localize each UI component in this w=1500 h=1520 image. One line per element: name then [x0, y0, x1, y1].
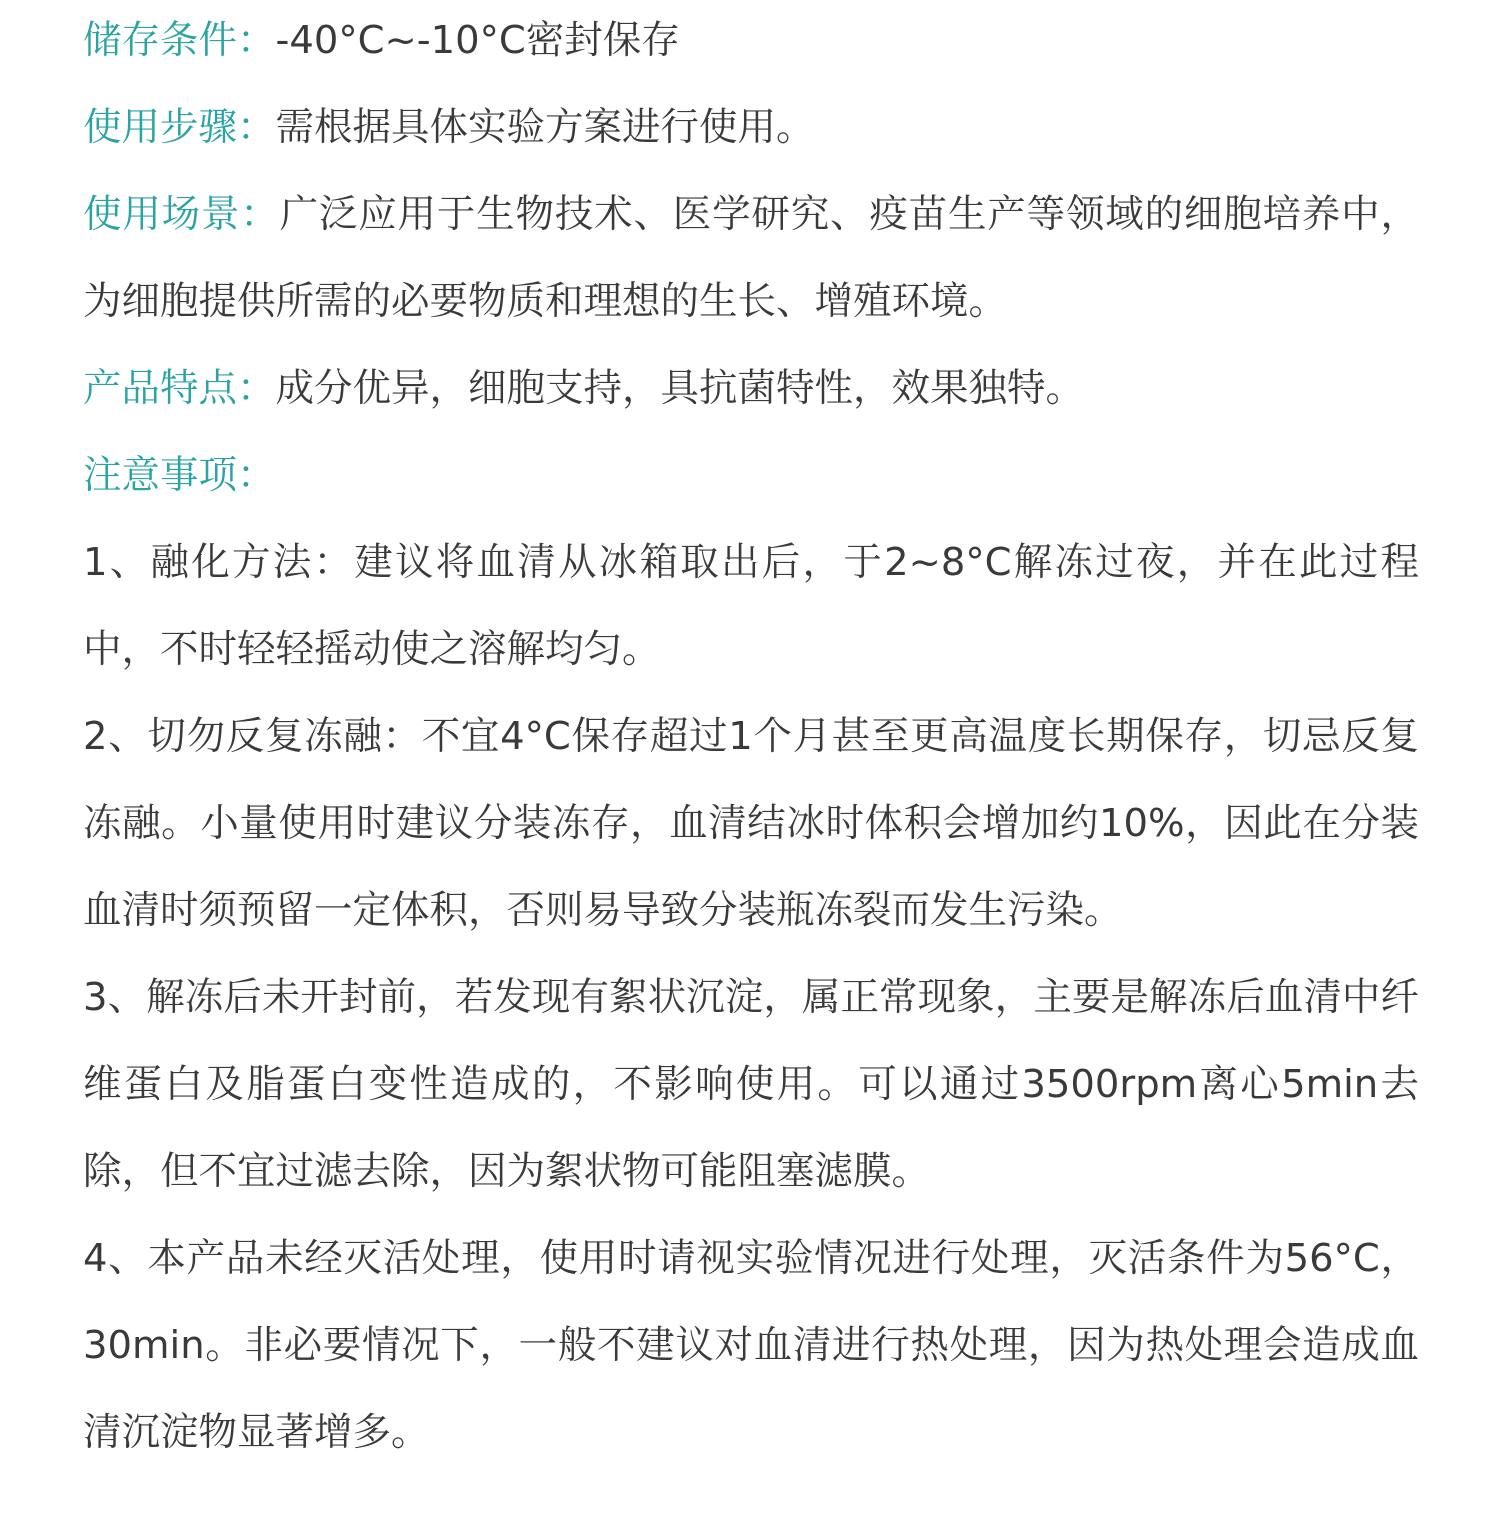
product-features: [83, 345, 1419, 432]
storage-conditions: [83, 0, 1419, 84]
precautions-label: 注意事项：: [83, 453, 276, 498]
usage-scenarios-label: 使用场景：: [83, 192, 280, 237]
note-item: 3、解冻后未开封前，若发现有絮状沉淀，属正常现象，主要是解冻后血清中纤维蛋白及脂蛋白变性造成的，不影响使用。可以通过3500rpm离心5min去除，但不宜过滤去除，因为絮状物可能阻塞滤膜。: [83, 975, 1419, 1194]
storage-conditions-text: -40°C~-10°C密封保存: [275, 18, 680, 63]
note-item: 1、融化方法：建议将血清从冰箱取出后，于2~8°C解冻过夜，并在此过程中，不时轻轻摇动使之溶解均匀。: [83, 540, 1419, 672]
note-item: 2、切勿反复冻融：不宜4°C保存超过1个月甚至更高温度长期保存，切忌反复冻融。小量使用时建议分装冻存，血清结冰时体积会增加约10%，因此在分装血清时须预留一定体积，否则易导致分装瓶冻裂而发生污染。: [83, 714, 1419, 933]
usage-steps-label: 使用步骤：: [83, 105, 276, 150]
product-features-label: 产品特点：: [83, 366, 276, 411]
usage-scenarios: [83, 171, 1419, 345]
product-features-text: 成分优异，细胞支持，具抗菌特性，效果独特。: [275, 366, 1085, 411]
usage-steps: [83, 84, 1419, 171]
note-item: 4、本产品未经灭活处理，使用时请视实验情况进行处理，灭活条件为56°C，30min。非必要情况下，一般不建议对血清进行热处理，因为热处理会造成血清沉淀物显著增多。: [83, 1236, 1419, 1455]
usage-scenarios-text: 广泛应用于生物技术、医学研究、疫苗生产等领域的细胞培养中，为细胞提供所需的必要物质和理想的生长、增殖环境。: [83, 192, 1419, 324]
usage-steps-text: 需根据具体实验方案进行使用。: [275, 105, 815, 150]
product-info-document: [83, 0, 1419, 1476]
storage-conditions-label: 储存条件：: [83, 18, 276, 63]
precautions-heading: [83, 432, 1419, 519]
